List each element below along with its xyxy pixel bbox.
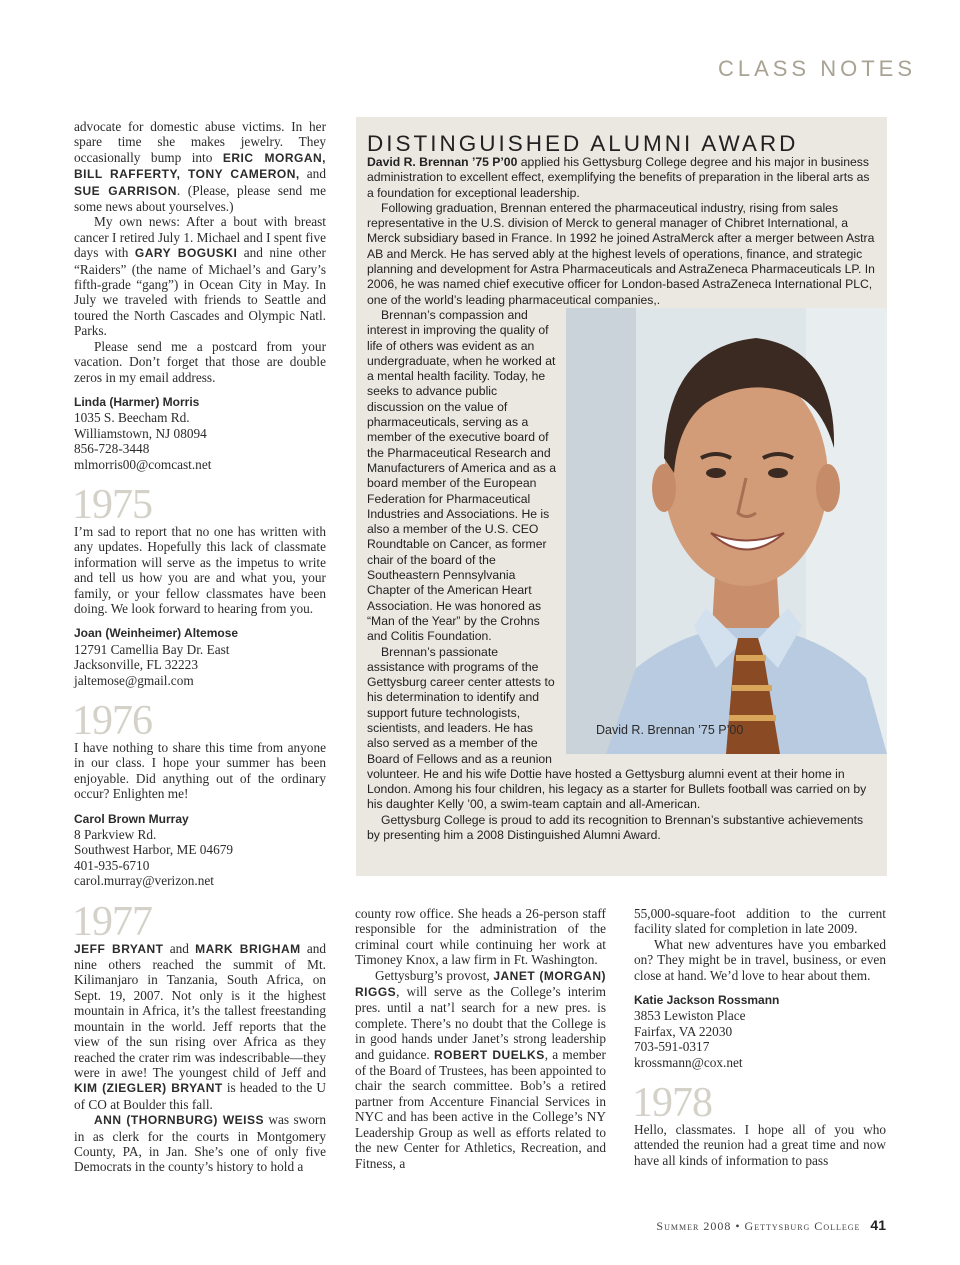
paragraph: JEFF BRYANT and MARK BRIGHAM and nine others reached the summit of Mt. Kilimanjaro in Tanzania, South Africa, on Sept. 19, 2007. Not only is it the highest mountain in Africa, it’s the tallest freestanding mountain in the world. Jeff reports that the view of the sun rising over Africa as they reached the crater rim was indescribable—they were in awe! The youngest child of Jeff and KIM (ZIEGLER) BRYANT is headed to the U of CO at Boulder this fall. <box>74 940 327 1112</box>
paragraph: Following graduation, Brennan entered the pharmaceutical industry, rising from sales representative in the U.S. division of Merck to general manager of Chibret International, a Merck subsidiary based in France. In 1992 he joined AstraMerck after a merger between Astra AB and Merck. He has served ably at the highest levels of operations, finance, and strategic planning and development for Astra Pharmaceuticals and AstraZeneca Pharmaceuticals LP. In 2006, he was named chief executive officer for London-based AstraZeneca International PLC, one of the world’s leading pharmaceutical companies,. <box>367 200 875 307</box>
classmate-name: GARY BOGUSKI <box>134 246 238 261</box>
classmate-name: ANN (THORNBURG) WEISS <box>94 1113 264 1128</box>
footer-separator: • <box>735 1219 741 1233</box>
paragraph: Please send me a postcard from your vacation. Don’t forget that those are double zeros in my email address. <box>74 338 326 385</box>
contact-name: Carol Brown Murray <box>74 811 189 826</box>
contact-email[interactable]: mlmorris00@comcast.net <box>74 456 212 472</box>
contact-email[interactable]: jaltemose@gmail.com <box>74 672 194 688</box>
contact-phone: 703-591-0317 <box>634 1039 710 1055</box>
classmate-name: ROBERT DUELKS <box>433 1047 545 1062</box>
paragraph: David R. Brennan ’75 P’00 Brennan’s compassion and interest in improving the quality of life of others was evident as an undergraduate, when he worked at a mental health facility. Today, he seeks to advance public discussion on the value of pharmaceuticals, serving as a member of the executive board of the Pharmaceutical Research and Manufacturers of America and as a board member of the European Federation for Pharmaceutical Industries and Associations. He is also a member of the U.S. CEO Roundtable on Cancer, as former chair of the board of the Southeastern Pennsylvania Chapter of the American Heart Association. He was honored as “Man of the Year” by the Crohns and Colitis Foundation. <box>367 308 877 645</box>
classmate-name: SUE GARRISON <box>74 183 177 198</box>
class-year-heading: 1975 <box>72 481 152 528</box>
class-contact <box>634 993 886 1070</box>
classmate-name: KIM (ZIEGLER) BRYANT <box>74 1081 223 1096</box>
contact-phone: 856-728-3448 <box>74 441 150 457</box>
contact-name: Linda (Harmer) Morris <box>74 394 200 409</box>
classmate-name: JEFF BRYANT <box>74 941 164 956</box>
classmate-name: MARK BRIGHAM <box>195 941 301 956</box>
contact-city: Fairfax, VA 22030 <box>634 1023 733 1039</box>
contact-address: 3853 Lewiston Place <box>634 1008 746 1024</box>
paragraph: Gettysburg College is proud to add its recognition to Brennan’s substantive achievements by presenting him a 2008 Distinguished Alumni Award. <box>367 812 864 843</box>
contact-address: 1035 S. Beecham Rd. <box>74 410 190 426</box>
paragraph: advocate for domestic abuse victims. In her spare time she makes jewelry. They occasionally bump into ERIC MORGAN, BILL RAFFERTY, TONY CAMERON, and SUE GARRISON. (Please, please send me some news about yourselves.) <box>74 119 327 215</box>
contact-phone: 401-935-6710 <box>74 857 150 873</box>
honoree-name: David R. Brennan ’75 P’00 <box>367 155 518 169</box>
portrait-photo <box>566 308 887 754</box>
column-left <box>74 119 326 1175</box>
paragraph: David R. Brennan ’75 P’00 applied his Gettysburg College degree and his major in business administration to excellent effect, exemplifying the benefits of preparation in the liberal arts as a foundation for exceptional leadership. <box>367 155 870 200</box>
class-contact <box>74 812 326 889</box>
publication-name: Gettysburg College <box>744 1219 861 1233</box>
paragraph: Gettysburg’s provost, JANET (MORGAN) RIGGS, will serve as the College’s interim pres. until a nat’l search for a new pres. is complete. There’s no doubt that the College is in good hands under Janet’s strong leadership and guidance. ROBERT DUELKS, a member of the Board of Trustees, has been appointed to chair the search committee. Bob’s a retired partner from Accenture Financial Services in NYC and has been active in the College’s NY Leadership Group as well as efforts related to the new Center for Athletics, Recreation, and Fitness, a <box>355 967 606 1171</box>
paragraph: I have nothing to share this time from anyone in our class. I hope your summer has been enjoyable. Did anything out of the ordinary occur? Enlighten me! <box>74 740 326 802</box>
class-year-heading: 1976 <box>72 698 152 744</box>
class-contact <box>74 626 326 688</box>
contact-name: Katie Jackson Rossmann <box>634 993 780 1008</box>
page-footer <box>656 1217 886 1234</box>
page-number: 41 <box>870 1217 886 1233</box>
class-year-heading: 1978 <box>632 1080 712 1127</box>
photo-caption: David R. Brennan ’75 P’00 <box>596 722 744 737</box>
paragraph: county row office. She heads a 26-person staff responsible for the administration of the criminal court while continuing her work at Timoney Knox, a law firm in Ft. Washington. <box>355 906 606 968</box>
award-title: DISTINGUISHED ALUMNI AWARD <box>367 131 799 156</box>
class-year-heading: 1977 <box>72 898 152 945</box>
issue-label: Summer 2008 <box>656 1219 732 1233</box>
section-header: CLASS NOTES <box>717 56 916 81</box>
award-text <box>367 155 877 843</box>
paragraph: Brennan’s passionate assistance with programs of the Gettysburg career center attests to his determination to identify and support future technologists, scientists, and leaders. He has also served as a member of the Board of Fellows and as a reunion volunteer. He and his wife Dottie have hosted a Gettysburg alumni event at their home in London. Among his four children, his legacy as a starter for Bullets football was carried on by his daughter Kelly ’00, a swim-team captain and all-American. <box>367 644 867 812</box>
contact-email[interactable]: carol.murray@verizon.net <box>74 873 214 889</box>
contact-address: 8 Parkview Rd. <box>74 827 157 843</box>
award-sidebar <box>356 117 887 876</box>
contact-address: 12791 Camellia Bay Dr. East <box>74 641 230 657</box>
classmate-name: ERIC MORGAN, BILL RAFFERTY, TONY CAMERON, <box>74 150 327 182</box>
classmate-name: JANET (MORGAN) RIGGS <box>355 968 606 1000</box>
contact-name: Joan (Weinheimer) Altemose <box>74 626 239 641</box>
column-right <box>634 906 886 1168</box>
class-contact <box>74 395 326 472</box>
paragraph: ANN (THORNBURG) WEISS was sworn in as clerk for the courts in Montgomery County, PA, in Jan. She’s one of only five Democrats in the county’s history to hold a <box>74 1112 326 1175</box>
paragraph: My own news: After a bout with breast cancer I retired July 1. Michael and I spent five days with GARY BOGUSKI and nine other “Raiders” (the name of Michael’s and Gary’s fifth-grade “gang”) in Ocean City in May. In July we traveled with friends to Seattle and toured the North Cascades and Olympic Natl. Parks. <box>74 214 326 339</box>
contact-email[interactable]: krossmann@cox.net <box>634 1054 743 1070</box>
paragraph: 55,000-square-foot addition to the current facility slated for completion in late 2009. <box>634 906 886 937</box>
paragraph: I’m sad to report that no one has written with any updates. Hopefully this lack of classmate information will serve as the impetus to write and tell us how you are and what you, your family, or your fellow classmates have been doing. We look forward to hearing from you. <box>74 523 326 616</box>
contact-city: Jacksonville, FL 32223 <box>74 657 198 673</box>
paragraph: Hello, classmates. I hope all of you who attended the reunion had a great time and now have all kinds of information to pass <box>634 1122 886 1168</box>
contact-city: Williamstown, NJ 08094 <box>74 425 207 441</box>
paragraph: What new adventures have you embarked on? They might be in travel, business, or even close at hand. We’d love to hear about them. <box>634 936 886 983</box>
contact-city: Southwest Harbor, ME 04679 <box>74 842 234 858</box>
portrait-illustration <box>566 308 887 754</box>
column-middle <box>355 906 606 1171</box>
